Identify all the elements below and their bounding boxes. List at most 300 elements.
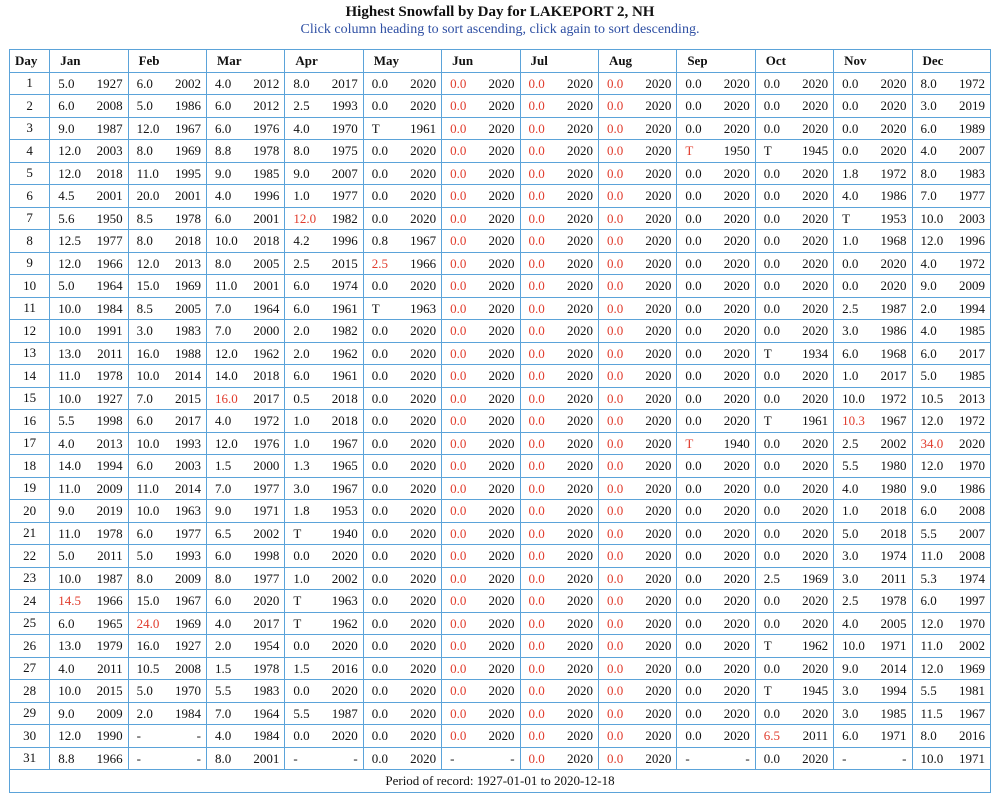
snowfall-value: 0.0 (606, 98, 624, 113)
record-year: 2019 (959, 98, 985, 113)
snowfall-cell (598, 477, 676, 500)
snowfall-cell (442, 477, 520, 500)
snowfall-value: 0.0 (450, 503, 467, 518)
snowfall-cell (520, 140, 598, 163)
snowfall-cell (520, 162, 598, 185)
snowfall-cell (285, 252, 363, 275)
record-year: 1964 (253, 300, 280, 316)
snowfall-cell (834, 230, 912, 253)
snowfall-value: 1.0 (293, 188, 310, 203)
snowfall-cell (363, 185, 441, 208)
snowfall-value: 0.0 (371, 458, 389, 473)
snowfall-cell (598, 185, 676, 208)
snowfall-cell (598, 207, 676, 230)
record-year: 1972 (959, 255, 985, 271)
snowfall-value: 0.0 (606, 120, 624, 136)
snowfall-value: 0.0 (685, 323, 702, 338)
snowfall-cell (363, 410, 441, 433)
snowfall-cell (598, 522, 676, 545)
snowfall-cell (755, 702, 833, 725)
record-year: 2020 (488, 683, 515, 698)
table-row (10, 252, 991, 275)
snowfall-value: 0.0 (371, 660, 389, 676)
sort-header-aug[interactable]: Aug (598, 50, 676, 73)
record-year: 2020 (488, 300, 515, 316)
record-year: 2020 (802, 525, 829, 541)
record-year: 2020 (410, 165, 437, 181)
snowfall-value: 6.0 (214, 98, 232, 113)
record-year: 2011 (802, 728, 829, 743)
snowfall-cell (50, 117, 128, 140)
record-year: 1965 (331, 458, 358, 473)
snowfall-value: 1.5 (214, 458, 232, 473)
snowfall-value: 2.5 (842, 593, 859, 608)
snowfall-cell (834, 702, 912, 725)
snowfall-value: 0.0 (606, 165, 624, 181)
snowfall-cell (912, 342, 991, 365)
snowfall-cell (755, 567, 833, 590)
record-year: 1968 (880, 233, 907, 248)
sort-header-oct[interactable]: Oct (755, 50, 833, 73)
record-year: 2020 (645, 278, 672, 293)
snowfall-value: 0.0 (528, 458, 545, 473)
record-year: 1998 (96, 413, 123, 428)
snowfall-cell (598, 387, 676, 410)
snowfall-cell (677, 207, 755, 230)
snowfall-cell (206, 252, 284, 275)
record-year: 2001 (253, 750, 280, 766)
snowfall-value: 0.0 (450, 233, 467, 248)
snowfall-cell (206, 162, 284, 185)
record-year: 2008 (174, 660, 201, 676)
record-year: 1991 (96, 323, 123, 338)
snowfall-value: 6.0 (136, 75, 153, 91)
record-year: 2020 (645, 345, 672, 361)
snowfall-value: 5.5 (842, 458, 859, 473)
record-year: 1977 (174, 525, 201, 541)
snowfall-value: 8.8 (214, 143, 232, 158)
record-year: 2020 (410, 368, 437, 383)
record-year: 2018 (253, 368, 280, 383)
sort-header-dec[interactable]: Dec (912, 50, 991, 73)
snowfall-cell (50, 410, 128, 433)
snowfall-cell (50, 275, 128, 298)
record-year: 1962 (253, 345, 280, 361)
snowfall-cell (755, 455, 833, 478)
snowfall-cell (50, 342, 128, 365)
snowfall-cell (834, 252, 912, 275)
snowfall-cell (834, 432, 912, 455)
record-year: 2020 (723, 570, 750, 586)
snowfall-value: 9.0 (58, 705, 75, 721)
day-number: 24 (10, 590, 50, 613)
snowfall-cell (128, 320, 206, 343)
snowfall-cell (520, 590, 598, 613)
sort-header-jul[interactable]: Jul (520, 50, 598, 73)
record-year: 2020 (566, 345, 593, 361)
record-year: 2001 (174, 188, 201, 203)
snowfall-cell (677, 635, 755, 658)
snowfall-value: 0.0 (450, 210, 467, 226)
record-year: 2020 (488, 120, 515, 136)
snowfall-value: 0.0 (528, 503, 545, 518)
snowfall-value: T (842, 210, 851, 226)
snowfall-cell (755, 230, 833, 253)
record-year: 1927 (96, 75, 123, 91)
record-year: 2020 (253, 593, 280, 608)
snowfall-cell (755, 162, 833, 185)
snowfall-cell (128, 342, 206, 365)
record-year: 2020 (645, 413, 672, 428)
record-year: - (902, 750, 907, 766)
snowfall-cell (598, 725, 676, 748)
snowfall-cell (206, 635, 284, 658)
record-year: 1927 (96, 390, 123, 406)
record-year: 2020 (723, 300, 750, 316)
record-year: 2020 (410, 660, 437, 676)
sort-header-jun[interactable]: Jun (442, 50, 520, 73)
snowfall-value: 0.0 (371, 750, 389, 766)
snowfall-cell (442, 680, 520, 703)
snowfall-cell (206, 95, 284, 118)
snowfall-cell (128, 635, 206, 658)
snowfall-cell (442, 612, 520, 635)
snowfall-value: 0.0 (685, 525, 702, 541)
record-year: 1986 (959, 480, 985, 496)
snowfall-cell (677, 612, 755, 635)
snowfall-cell (912, 725, 991, 748)
snowfall-cell (50, 657, 128, 680)
snowfall-value: 0.0 (371, 570, 389, 586)
snowfall-cell (50, 140, 128, 163)
snowfall-value: 0.0 (528, 255, 545, 271)
snowfall-value: 4.0 (920, 255, 937, 271)
snowfall-cell (206, 387, 284, 410)
snowfall-value: 0.0 (763, 120, 780, 136)
snowfall-cell (677, 95, 755, 118)
record-year: 2008 (96, 98, 123, 113)
record-year: 2020 (566, 435, 593, 451)
sort-header-jan[interactable]: Jan (50, 50, 128, 73)
snowfall-value: 0.0 (528, 615, 545, 631)
record-year: 2020 (488, 165, 515, 181)
day-number: 26 (10, 635, 50, 658)
snowfall-value: 14.0 (58, 458, 81, 473)
snowfall-value: 0.0 (763, 705, 780, 721)
snowfall-cell (834, 635, 912, 658)
record-year: 2020 (645, 593, 672, 608)
snowfall-value: 0.0 (606, 278, 624, 293)
snowfall-value: 0.0 (685, 503, 702, 518)
record-year: 2020 (566, 75, 593, 91)
record-year: 2020 (410, 683, 437, 698)
snowfall-value: 11.0 (58, 368, 81, 383)
record-year: 1996 (331, 233, 358, 248)
snowfall-cell (755, 522, 833, 545)
snowfall-value: 6.0 (214, 120, 232, 136)
snowfall-value: 8.0 (920, 75, 937, 91)
sort-header-feb[interactable]: Feb (128, 50, 206, 73)
snowfall-cell (128, 612, 206, 635)
snowfall-value: 4.0 (842, 480, 859, 496)
snowfall-value: 0.0 (763, 503, 780, 518)
snowfall-value: 1.3 (293, 458, 310, 473)
record-year: 2020 (410, 143, 437, 158)
day-number: 27 (10, 657, 50, 680)
record-year: 2020 (723, 345, 750, 361)
snowfall-cell (520, 72, 598, 95)
record-year: 1979 (96, 638, 123, 653)
table-row (10, 410, 991, 433)
record-year: 2020 (802, 75, 829, 91)
snowfall-value: 6.0 (214, 210, 232, 226)
snowfall-cell (755, 680, 833, 703)
day-number: 9 (10, 252, 50, 275)
table-row (10, 612, 991, 635)
snowfall-value: 13.0 (58, 638, 81, 653)
sort-header-nov[interactable]: Nov (834, 50, 912, 73)
snowfall-cell (755, 590, 833, 613)
snowfall-value: 9.0 (214, 503, 232, 518)
record-year: 1953 (880, 210, 907, 226)
snowfall-value: 3.0 (136, 323, 153, 338)
snowfall-cell (677, 410, 755, 433)
table-row (10, 207, 991, 230)
snowfall-value: 12.0 (136, 255, 160, 271)
table-row (10, 477, 991, 500)
record-year: 1983 (959, 165, 985, 181)
snowfall-cell (442, 567, 520, 590)
snowfall-value: T (293, 615, 302, 631)
snowfall-cell (834, 185, 912, 208)
snowfall-cell (834, 297, 912, 320)
snowfall-cell (912, 140, 991, 163)
snowfall-cell (834, 747, 912, 770)
snowfall-value: 0.0 (685, 638, 702, 653)
snowfall-cell (834, 95, 912, 118)
day-number: 30 (10, 725, 50, 748)
snowfall-value: 6.0 (920, 120, 937, 136)
snowfall-cell (834, 342, 912, 365)
sort-header-may[interactable]: May (363, 50, 441, 73)
footer-row (10, 770, 991, 793)
record-year: 1940 (331, 525, 358, 541)
snowfall-cell (520, 342, 598, 365)
snowfall-value: 4.2 (293, 233, 310, 248)
snowfall-cell (598, 252, 676, 275)
snowfall-cell (285, 500, 363, 523)
record-year: 2020 (488, 548, 515, 563)
snowfall-value: 10.5 (920, 390, 944, 406)
snowfall-cell (598, 567, 676, 590)
snowfall-value: - (685, 750, 690, 766)
record-year: 2017 (959, 345, 985, 361)
record-year: 2011 (880, 570, 907, 586)
snowfall-cell (755, 252, 833, 275)
snowfall-value: 4.5 (58, 188, 75, 203)
snowfall-cell (912, 432, 991, 455)
snowfall-value: 2.5 (763, 570, 780, 586)
snowfall-cell (520, 747, 598, 770)
snowfall-cell (677, 477, 755, 500)
snowfall-cell (755, 387, 833, 410)
snowfall-value: 8.0 (214, 570, 232, 586)
sort-header-sep[interactable]: Sep (677, 50, 755, 73)
snowfall-cell (363, 140, 441, 163)
snowfall-value: 12.5 (58, 233, 81, 248)
record-year: 1985 (253, 165, 280, 181)
record-year: 2020 (488, 143, 515, 158)
snowfall-value: 0.0 (528, 120, 545, 136)
record-year: 2020 (959, 435, 985, 451)
snowfall-cell (677, 320, 755, 343)
snowfall-cell (755, 477, 833, 500)
snowfall-cell (912, 95, 991, 118)
snowfall-value: 0.0 (450, 413, 467, 428)
snowfall-value: T (371, 300, 380, 316)
snowfall-cell (912, 275, 991, 298)
record-year: 2020 (566, 548, 593, 563)
record-year: 2020 (802, 210, 829, 226)
snowfall-value: 6.0 (136, 413, 153, 428)
record-year: 1967 (174, 593, 201, 608)
record-year: 2020 (723, 458, 750, 473)
snowfall-cell (128, 590, 206, 613)
snowfall-cell (363, 365, 441, 388)
snowfall-cell (363, 230, 441, 253)
record-year: 2020 (566, 390, 593, 406)
snowfall-value: 0.0 (450, 98, 467, 113)
record-year: 1964 (253, 705, 280, 721)
snowfall-cell (285, 320, 363, 343)
snowfall-value: 0.0 (606, 728, 624, 743)
record-year: 2011 (97, 548, 123, 563)
snowfall-value: 0.0 (371, 210, 389, 226)
record-year: 2020 (410, 570, 437, 586)
day-number: 19 (10, 477, 50, 500)
sort-header-mar[interactable]: Mar (206, 50, 284, 73)
snowfall-value: 11.0 (920, 638, 943, 653)
record-year: 2020 (645, 615, 672, 631)
sort-header-apr[interactable]: Apr (285, 50, 363, 73)
snowfall-value: 11.0 (214, 278, 238, 293)
snowfall-cell (520, 567, 598, 590)
record-year: 2020 (488, 480, 515, 496)
record-year: 1994 (959, 300, 985, 316)
record-year: 1969 (959, 660, 985, 676)
snowfall-value: 0.0 (371, 75, 389, 91)
snowfall-cell (363, 612, 441, 635)
snowfall-cell (912, 365, 991, 388)
snowfall-cell (206, 410, 284, 433)
snowfall-cell (363, 567, 441, 590)
record-year: 1940 (723, 435, 750, 451)
day-number: 7 (10, 207, 50, 230)
snowfall-cell (912, 72, 991, 95)
snowfall-value: 6.0 (293, 368, 310, 383)
record-year: 2020 (802, 615, 829, 631)
snowfall-value: T (685, 435, 694, 451)
day-number: 13 (10, 342, 50, 365)
snowfall-value: 1.8 (842, 165, 859, 181)
record-year: 2020 (645, 570, 672, 586)
snowfall-value: 0.0 (763, 368, 780, 383)
snowfall-cell (442, 545, 520, 568)
record-year: 2020 (645, 548, 672, 563)
snowfall-cell (363, 297, 441, 320)
snowfall-cell (598, 117, 676, 140)
snowfall-cell (598, 747, 676, 770)
snowfall-cell (677, 117, 755, 140)
record-year: 2020 (645, 98, 672, 113)
record-year: 2014 (880, 660, 907, 676)
snowfall-value: 9.0 (58, 503, 75, 518)
record-year: 2020 (410, 503, 437, 518)
sort-header-day[interactable]: Day (10, 50, 50, 73)
snowfall-value: - (842, 750, 847, 766)
snowfall-value: 4.0 (214, 188, 232, 203)
day-number: 18 (10, 455, 50, 478)
record-year: 2020 (566, 368, 593, 383)
snowfall-cell (834, 680, 912, 703)
record-year: 2009 (96, 480, 123, 496)
snowfall-cell (520, 612, 598, 635)
snowfall-value: 1.5 (293, 660, 310, 676)
record-year: 2020 (488, 525, 515, 541)
record-year: 1985 (959, 323, 985, 338)
snowfall-cell (677, 725, 755, 748)
record-year: 2020 (331, 548, 358, 563)
snowfall-value: 6.0 (136, 525, 153, 541)
snowfall-cell (834, 725, 912, 748)
snowfall-cell (834, 522, 912, 545)
snowfall-cell (128, 477, 206, 500)
record-year: 1977 (331, 188, 358, 203)
table-row (10, 365, 991, 388)
record-year: 1972 (880, 165, 907, 181)
snowfall-value: - (136, 750, 141, 766)
snowfall-value: 9.0 (920, 278, 937, 293)
record-year: 2016 (331, 660, 358, 676)
snowfall-cell (912, 522, 991, 545)
snowfall-value: 0.0 (528, 143, 545, 158)
snowfall-value: 0.0 (606, 503, 624, 518)
snowfall-cell (285, 567, 363, 590)
snowfall-cell (912, 680, 991, 703)
snowfall-cell (755, 657, 833, 680)
record-year: 1969 (174, 143, 201, 158)
record-year: 2020 (566, 188, 593, 203)
snowfall-cell (285, 545, 363, 568)
day-number: 12 (10, 320, 50, 343)
record-year: 2020 (410, 615, 437, 631)
snowfall-value: 5.5 (214, 683, 232, 698)
record-year: 2020 (723, 480, 750, 496)
snowfall-cell (598, 455, 676, 478)
snowfall-cell (363, 747, 441, 770)
record-year: 2020 (645, 323, 672, 338)
snowfall-value: 0.0 (606, 345, 624, 361)
snowfall-cell (50, 230, 128, 253)
snowfall-value: - (450, 750, 455, 766)
snowfall-cell (520, 455, 598, 478)
record-year: 2020 (802, 255, 829, 271)
table-row (10, 230, 991, 253)
record-year: 2020 (410, 435, 437, 451)
snowfall-cell (755, 545, 833, 568)
snowfall-cell (834, 500, 912, 523)
record-year: 2020 (723, 368, 750, 383)
